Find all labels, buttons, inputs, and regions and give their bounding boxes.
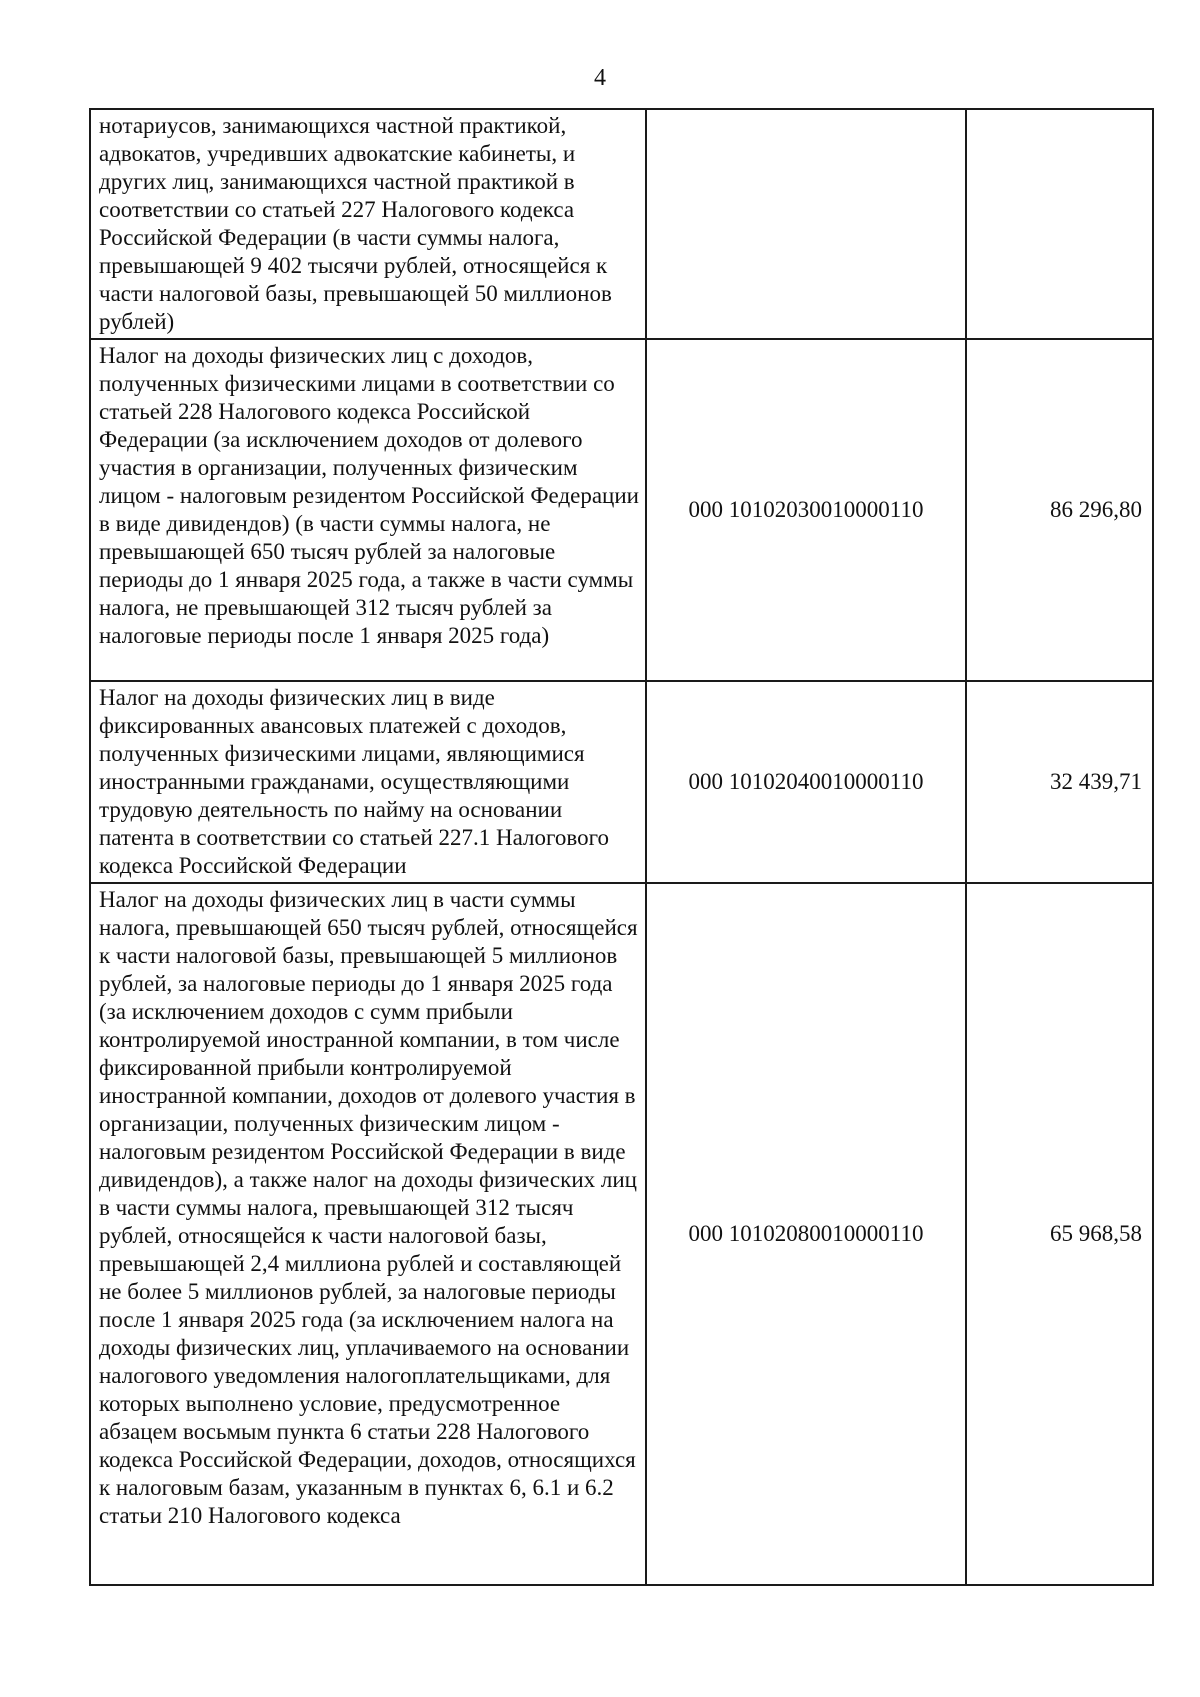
row-amount <box>966 109 1153 339</box>
row-code: 000 10102040010000110 <box>646 681 966 883</box>
table-row <box>90 109 1153 339</box>
row-amount: 86 296,80 <box>966 339 1153 681</box>
row-description: Налог на доходы физических лиц в виде фиксированных авансовых платежей с доходов, полученных физическими лицами, являющимися иностранными гражданами, осуществляющими трудовую деятельность по найму на основании патента в соответствии со статьей 227.1 Налогового кодекса Российской Федерации <box>90 681 646 883</box>
row-description: Налог на доходы физических лиц с доходов, полученных физическими лицами в соответствии со статьей 228 Налогового кодекса Российской Федерации (за исключением доходов от долевого участия в организации, полученных физическим лицом - налоговым резидентом Российской Федерации в виде дивидендов) (в части суммы налога, не превышающей 650 тысяч рублей за налоговые периоды до 1 января 2025 года, а также в части суммы налога, не превышающей 312 тысяч рублей за налоговые периоды после 1 января 2025 года) <box>90 339 646 681</box>
row-code: 000 10102080010000110 <box>646 883 966 1585</box>
table-row <box>90 883 1153 1585</box>
row-code <box>646 109 966 339</box>
table-row <box>90 339 1153 681</box>
row-description: Налог на доходы физических лиц в части суммы налога, превышающей 650 тысяч рублей, относящейся к части налоговой базы, превышающей 5 миллионов рублей, за налоговые периоды до 1 января 2025 года (за исключением доходов с сумм прибыли контролируемой иностранной компании, в том числе фиксированной прибыли контролируемой иностранной компании, доходов от долевого участия в организации, полученных физическим лицом - налоговым резидентом Российской Федерации в виде дивидендов), а также налог на доходы физических лиц в части суммы налога, превышающей 312 тысяч рублей, относящейся к части налоговой базы, превышающей 2,4 миллиона рублей и составляющей не более 5 миллионов рублей, за налоговые периоды после 1 января 2025 года (за исключением налога на доходы физических лиц, уплачиваемого на основании налогового уведомления налогоплательщиками, для которых выполнено условие, предусмотренное абзацем восьмым пункта 6 статьи 228 Налогового кодекса Российской Федерации, доходов, относящихся к налоговым базам, указанным в пунктах 6, 6.1 и 6.2 статьи 210 Налогового кодекса <box>90 883 646 1585</box>
row-amount: 32 439,71 <box>966 681 1153 883</box>
table-row <box>90 681 1153 883</box>
row-code: 000 10102030010000110 <box>646 339 966 681</box>
page-number: 4 <box>594 65 606 91</box>
revenue-table <box>89 108 1154 1586</box>
row-amount: 65 968,58 <box>966 883 1153 1585</box>
row-description: нотариусов, занимающихся частной практикой, адвокатов, учредивших адвокатские кабинеты, и других лиц, занимающихся частной практикой в соответствии со статьей 227 Налогового кодекса Российской Федерации (в части суммы налога, превышающей 9 402 тысячи рублей, относящейся к части налоговой базы, превышающей 50 миллионов рублей) <box>90 109 646 339</box>
